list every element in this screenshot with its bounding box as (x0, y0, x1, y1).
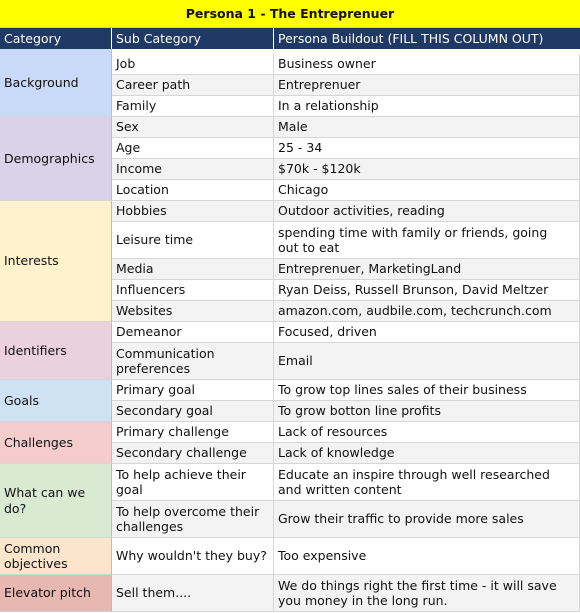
sub-category-cell: Hobbies (112, 201, 274, 222)
persona-value-cell[interactable]: Focused, driven (274, 322, 580, 343)
persona-value-cell[interactable]: Grow their traffic to provide more sales (274, 501, 580, 538)
sub-category-cell: Primary goal (112, 380, 274, 401)
persona-value-cell[interactable]: Lack of resources (274, 422, 580, 443)
sub-category-cell: Demeanor (112, 322, 274, 343)
persona-value-cell[interactable]: Business owner (274, 54, 580, 75)
persona-value-cell[interactable]: Entreprenuer (274, 75, 580, 96)
category-cell: What can we do? (0, 464, 112, 538)
category-cell: Identifiers (0, 322, 112, 380)
sub-category-cell: Location (112, 180, 274, 201)
persona-value-cell[interactable]: amazon.com, audbile.com, techcrunch.com (274, 301, 580, 322)
sub-category-cell: To help achieve their goal (112, 464, 274, 501)
category-cell: Challenges (0, 422, 112, 464)
persona-value-cell[interactable]: To grow botton line profits (274, 401, 580, 422)
sub-category-cell: Age (112, 138, 274, 159)
sheet-title: Persona 1 - The Entreprenuer (0, 0, 580, 28)
category-cell: Interests (0, 201, 112, 322)
sub-category-cell: Media (112, 259, 274, 280)
persona-value-cell[interactable]: $70k - $120k (274, 159, 580, 180)
persona-value-cell[interactable]: To grow top lines sales of their business (274, 380, 580, 401)
sub-category-cell: Career path (112, 75, 274, 96)
sub-category-cell: Websites (112, 301, 274, 322)
persona-value-cell[interactable]: In a relationship (274, 96, 580, 117)
persona-value-cell[interactable]: spending time with family or friends, going out to eat (274, 222, 580, 259)
sub-category-cell: To help overcome their challenges (112, 501, 274, 538)
persona-value-cell[interactable]: Educate an inspire through well researched and written content (274, 464, 580, 501)
sub-category-cell: Communication preferences (112, 343, 274, 380)
persona-value-cell[interactable]: Email (274, 343, 580, 380)
persona-value-cell[interactable]: Ryan Deiss, Russell Brunson, David Meltzer (274, 280, 580, 301)
persona-value-cell[interactable]: Lack of knowledge (274, 443, 580, 464)
persona-value-cell[interactable]: Outdoor activities, reading (274, 201, 580, 222)
sub-category-cell: Secondary goal (112, 401, 274, 422)
sub-category-cell: Sex (112, 117, 274, 138)
sub-category-cell: Sell them.... (112, 575, 274, 612)
persona-value-cell[interactable]: We do things right the first time - it will save you money in the long run. (274, 575, 580, 612)
persona-value-cell[interactable]: 25 - 34 (274, 138, 580, 159)
sub-category-cell: Why wouldn't they buy? (112, 538, 274, 575)
header-category: Category (0, 28, 112, 49)
sub-category-cell: Leisure time (112, 222, 274, 259)
sub-category-cell: Influencers (112, 280, 274, 301)
category-cell: Elevator pitch (0, 575, 112, 612)
header-persona-buildout: Persona Buildout (FILL THIS COLUMN OUT) (274, 28, 580, 49)
persona-value-cell[interactable]: Too expensive (274, 538, 580, 575)
category-cell: Common objectives (0, 538, 112, 575)
persona-value-cell[interactable]: Male (274, 117, 580, 138)
sub-category-cell: Primary challenge (112, 422, 274, 443)
sub-category-cell: Income (112, 159, 274, 180)
persona-value-cell[interactable]: Chicago (274, 180, 580, 201)
category-cell: Demographics (0, 117, 112, 201)
category-cell: Background (0, 49, 112, 117)
persona-value-cell[interactable]: Entreprenuer, MarketingLand (274, 259, 580, 280)
sub-category-cell: Secondary challenge (112, 443, 274, 464)
category-cell: Goals (0, 380, 112, 422)
sub-category-cell: Job (112, 54, 274, 75)
header-sub-category: Sub Category (112, 28, 274, 49)
sub-category-cell: Family (112, 96, 274, 117)
